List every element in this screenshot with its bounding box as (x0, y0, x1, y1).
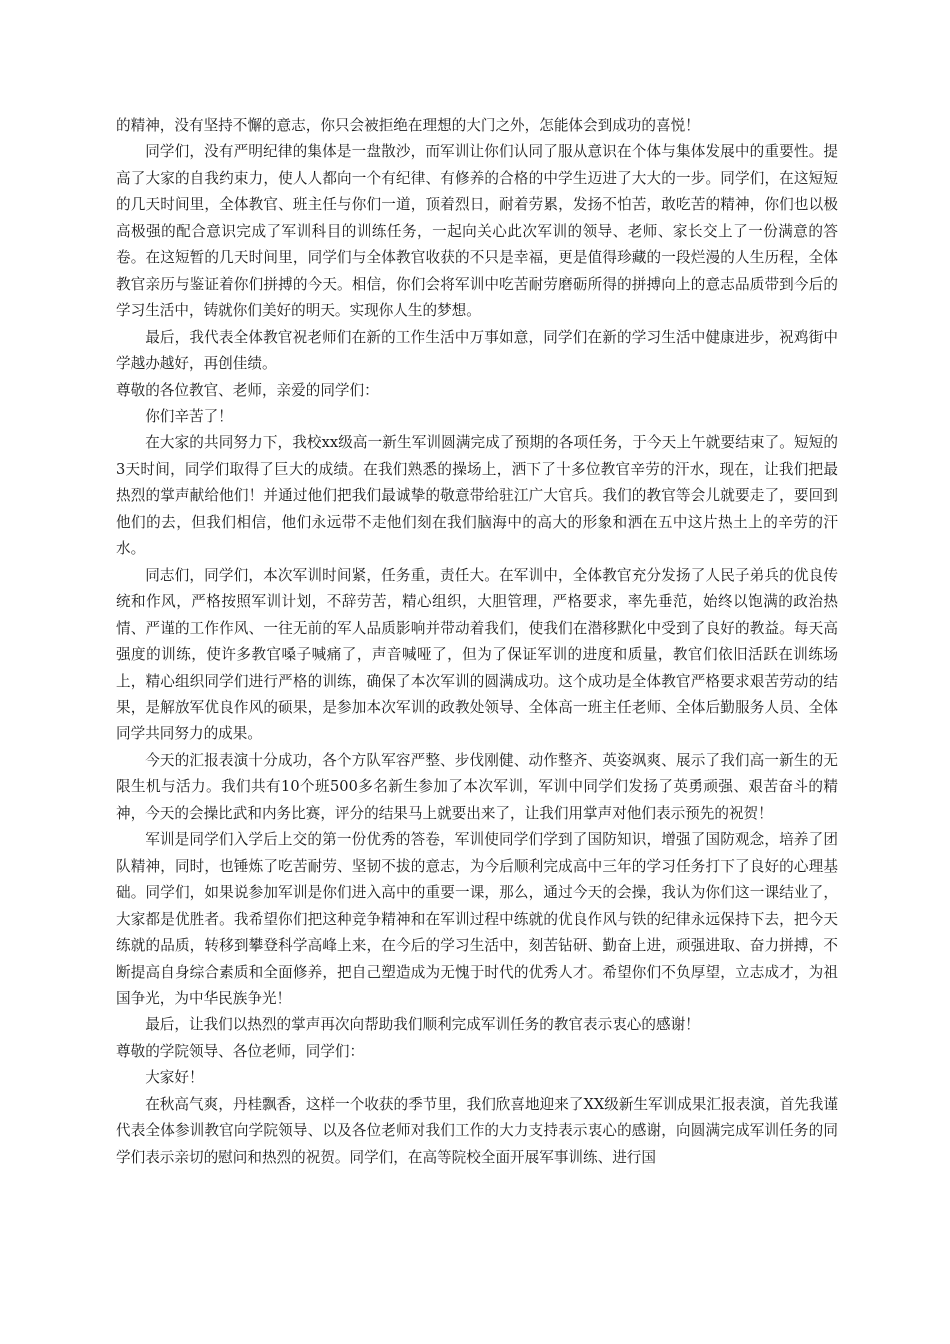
greeting-third-speech: 大家好！ (145, 1069, 204, 1087)
paragraph-thanks-instructors: 最后，让我们以热烈的掌声再次向帮助我们顺利完成军训任务的教官表示衷心的感谢！ (145, 1016, 700, 1034)
paragraph-training-complete: 在大家的共同努力下，我校xx级高一新生军训圆满完成了预期的各项任务，于今天上午就要结束了。短短的3天时间，同学们取得了巨大的成绩。在我们熟悉的操场上，洒下了十多位教官辛劳的汗水，现在，让我们把最热烈的掌声献给他们！并通过他们把我们最诚挚的敬意带给驻江广大官兵。我们的教官等会儿就要走了，要回到他们的去，但我们相信，他们永远带不走他们刻在我们脑海中的高大的形象和洒在五中这片热土上的辛劳的汗水。 (116, 434, 838, 558)
salutation-second-speech: 尊敬的各位教官、老师，亲爱的同学们： (116, 381, 379, 399)
paragraph-instructors-praise: 同志们，同学们，本次军训时间紧，任务重，责任大。在军训中，全体教官充分发扬了人民子弟兵的优良传统和作风，严格按照军训计划，不辞劳苦，精心组织，大胆管理，严格要求，率先垂范，始终以饱满的政治热情、严谨的工作作风、一往无前的军人品质影响并带动着我们，使我们在潜移默化中受到了良好的教益。每天高强度的训练，使许多教官嗓子喊痛了，声音喊哑了，但为了保证军训的进度和质量，教官们依旧活跃在训练场上，精心组织同学们进行严格的训练，确保了本次军训的圆满成功。这个成功是全体教官严格要求艰苦劳动的结果，是解放军优良作风的硕果，是参加本次军训的政教处领导、全体高一班主任老师、全体后勤服务人员、全体同学共同努力的成果。 (116, 566, 838, 743)
paragraph-autumn-opening: 在秋高气爽，丹桂飘香，这样一个收获的季节里，我们欣喜地迎来了XX级新生军训成果汇报表演，首先我谨代表全体参训教官向学院领导、以及各位老师对我们工作的大力支持表示衷心的感谢，向圆满完成军训任务的同学们表示亲切的慰问和热烈的祝贺。同学们，在高等院校全面开展军事训练、进行国 (116, 1095, 838, 1166)
paragraph-continuation: 的精神，没有坚持不懈的意志，你只会被拒绝在理想的大门之外，怎能体会到成功的喜悦！ (116, 117, 700, 134)
salutation-third-speech: 尊敬的学院领导、各位老师，同学们： (116, 1042, 365, 1060)
paragraph-closing-wishes: 最后，我代表全体教官祝老师们在新的工作生活中万事如意，同学们在新的学习生活中健康进步，祝鸡街中学越办越好，再创佳绩。 (116, 328, 838, 373)
paragraph-first-answer-sheet: 军训是同学们入学后上交的第一份优秀的答卷，军训使同学们学到了国防知识，增强了国防观念，培养了团队精神，同时，也锤炼了吃苦耐劳、坚韧不拔的意志，为今后顺利完成高中三年的学习任务打下了良好的心理基础。同学们，如果说参加军训是你们进入高中的重要一课，那么，通过今天的会操，我认为你们这一课结业了，大家都是优胜者。我希望你们把这种竞争精神和在军训过程中练就的优良作风与铁的纪律永远保持下去，把今天练就的品质，转移到攀登科学高峰上来，在今后的学习生活中，刻苦钻研、勤奋上进，顽强进取、奋力拼搏，不断提高自身综合素质和全面修养，把自己塑造成为无愧于时代的优秀人才。希望你们不负厚望，立志成才，为祖国争光，为中华民族争光！ (116, 831, 838, 1007)
document-body (116, 113, 838, 1171)
greeting-second-speech: 你们辛苦了！ (145, 407, 233, 425)
paragraph-discipline: 同学们，没有严明纪律的集体是一盘散沙，而军训让你们认同了服从意识在个体与集体发展中的重要性。提高了大家的自我约束力，使人人都向一个有纪律、有修养的合格的中学生迈进了大大的一步。同学们，在这短短的几天时间里，全体教官、班主任与你们一道，顶着烈日，耐着劳累，发扬不怕苦，敢吃苦的精神，你们也以极高极强的配合意识完成了军训科目的训练任务，一起向关心此次军训的领导、老师、家长交上了一份满意的答卷。在这短暂的几天时间里，同学们与全体教官收获的不只是幸福，更是值得珍藏的一段烂漫的人生历程，全体教官亲历与鉴证着你们拼搏的今天。相信，你们会将军训中吃苦耐劳磨砺所得的拼搏向上的意志品质带到今后的学习生活中，铸就你们美好的明天。实现你人生的梦想。 (116, 143, 838, 320)
paragraph-performance-report: 今天的汇报表演十分成功，各个方队军容严整、步伐刚健、动作整齐、英姿飒爽、展示了我们高一新生的无限生机与活力。我们共有10个班500多名新生参加了本次军训，军训中同学们发扬了英勇顽强、艰苦奋斗的精神，今天的会操比武和内务比赛，评分的结果马上就要出来了，让我们用掌声对他们表示预先的祝贺！ (116, 751, 838, 822)
